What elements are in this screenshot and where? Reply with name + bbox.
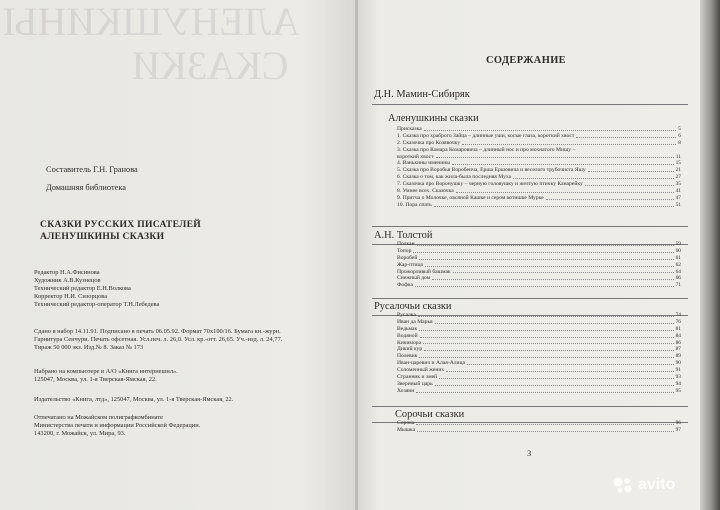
toc-entry[interactable]: 2. Сказочка про Козявочку 8	[397, 139, 681, 146]
watermark-text: avito	[638, 476, 676, 493]
avito-logo-icon	[612, 476, 634, 494]
divider	[372, 226, 688, 227]
toc-entry[interactable]: 5. Сказка про Воробья Воробеича, Ерша Ершовича и веселого трубочиста Яшу 21	[397, 167, 681, 174]
toc-entry[interactable]: Кикимора 86	[397, 339, 681, 346]
toc-entry[interactable]: 1. Сказка про храброго Зайца – длинные уши, косые глаза, короткий хвост 6	[397, 132, 681, 139]
toc-entry[interactable]: Сорока 96	[397, 419, 681, 426]
toc-entry[interactable]: Соломенный жених 91	[397, 367, 681, 374]
section-heading: Сорочьи сказки	[395, 409, 465, 420]
toc-entry[interactable]: Прожорливый башмак 64	[397, 268, 681, 275]
divider	[372, 406, 688, 407]
toc-list-section-3	[397, 312, 681, 395]
credit-line: Редактор Н.А.Фисинова	[34, 269, 100, 276]
toc-entry[interactable]: 7. Сказочка про Воронушку – черную головушку и желтую птичку Канарейку 35	[397, 181, 681, 188]
printer-line: Отпечатано на Можайском полиграфкомбинате	[34, 414, 163, 421]
compiler-line: Составитель Г.Н. Гранова	[46, 165, 138, 174]
publisher-line: Издательство «Книга, лтд», 125047, Москва, ул. 1-я Тверская-Ямская, 22.	[34, 396, 234, 403]
book-title-line-1: СКАЗКИ РУССКИХ ПИСАТЕЛЕЙ	[40, 219, 202, 230]
page-edge	[700, 0, 720, 510]
print-info-line: Гарнитура Сенчури. Печать офсетная. Усл.печ. л. 26,0. Усл. кр.-отт. 26,65. Уч.-изд. л. 24,77.	[34, 336, 283, 343]
divider	[372, 298, 688, 299]
section-heading: Аленушкины сказки	[388, 113, 479, 124]
print-info-line: Сдано в набор 14.11.91. Подписано в печать 06.05.92. Формат 70х100/16. Бумага кн.-журн.	[34, 328, 281, 335]
toc-entry[interactable]: 4. Ванькины именины 15	[397, 160, 681, 167]
credit-line: Художник А.В.Кузнецов	[34, 277, 101, 284]
book-title-line-2: АЛЕНУШКИНЫ СКАЗКИ	[40, 231, 165, 242]
bleed-through-text: АЛЕНУШКИНЫ СКАЗКИ	[2, 0, 300, 88]
toc-list-section-4	[397, 420, 681, 434]
toc-entry[interactable]: Иван да Марья 76	[397, 318, 681, 325]
toc-entry[interactable]: 10. Пора спать 51	[397, 201, 681, 208]
typeset-line: Набрано на компьютере в А/О «Книга интернешнл».	[34, 368, 178, 375]
credit-line: Корректор Н.И. Сизорцова	[34, 293, 108, 300]
divider	[372, 104, 688, 105]
credit-line: Технический редактор Е.Н.Волкова	[34, 285, 131, 292]
toc-entry[interactable]: Жар-птица 62	[397, 261, 681, 268]
toc-entry[interactable]: Русалка 74	[397, 311, 681, 318]
toc-entry[interactable]: Странник и змей 93	[397, 374, 681, 380]
printer-line: 143200, г. Можайск, ул. Мира, 93.	[34, 430, 126, 437]
print-info-line: Тираж 50 000 экз. Изд.№ 8. Заказ № 173	[34, 344, 144, 351]
toc-entry[interactable]: Полкан 59	[397, 240, 681, 247]
contents-heading: СОДЕРЖАНИЕ	[486, 55, 567, 66]
avito-watermark	[612, 472, 708, 498]
toc-entry[interactable]: Звериный царь 94	[397, 380, 681, 387]
toc-entry[interactable]: Полевик 89	[397, 353, 681, 360]
typeset-line: 125047, Москва, ул. 1-я Тверская-Ямская, 22.	[34, 376, 157, 383]
toc-list-section-1	[397, 126, 681, 209]
left-page	[0, 0, 356, 510]
toc-entry[interactable]: короткий хвост 11	[397, 153, 681, 160]
toc-entry[interactable]: Снежный дом 66	[397, 275, 681, 282]
toc-entry[interactable]: Ведьмак 81	[397, 325, 681, 332]
credit-line: Технический редактор-оператор Т.Н.Лебедева	[34, 301, 160, 308]
toc-entry[interactable]: Фофка 71	[397, 282, 681, 289]
toc-entry[interactable]: 6. Сказка о том, как жила-была последняя Муха 27	[397, 174, 681, 181]
printer-line: Министерства печати и информации Российской Федерации.	[34, 422, 201, 429]
toc-entry[interactable]: 9. Притча о Молочке, овсяной Кашке и сером котишке Мурке 47	[397, 194, 681, 201]
toc-entry[interactable]: 3. Сказка про Комара Комаровича – длинный нос и про мохнатого Мишу –	[397, 146, 576, 153]
toc-entry[interactable]: Дикий кур 87	[397, 346, 681, 353]
toc-entry[interactable]: Присказка 5	[397, 125, 681, 132]
toc-entry[interactable]: Хозяин 95	[397, 387, 681, 394]
author-heading: А.Н. Толстой	[374, 230, 433, 241]
section-heading: Русалочьи сказки	[374, 301, 452, 312]
page-number: 3	[527, 448, 532, 458]
author-heading: Д.Н. Мамин-Сибиряк	[374, 89, 470, 100]
series-line: Домашняя библиотека	[46, 183, 126, 192]
toc-list-section-2	[397, 241, 681, 289]
toc-entry[interactable]: Водяной 84	[397, 332, 681, 339]
toc-entry[interactable]: Иван-царевич и Алая-Алица 90	[397, 360, 681, 367]
toc-entry[interactable]: Топор 60	[397, 247, 681, 254]
toc-entry[interactable]: Мышка 97	[397, 426, 681, 433]
toc-entry[interactable]: 8. Умнее всех. Сказочка 41	[397, 188, 681, 194]
toc-entry[interactable]: Воробей 61	[397, 254, 681, 261]
